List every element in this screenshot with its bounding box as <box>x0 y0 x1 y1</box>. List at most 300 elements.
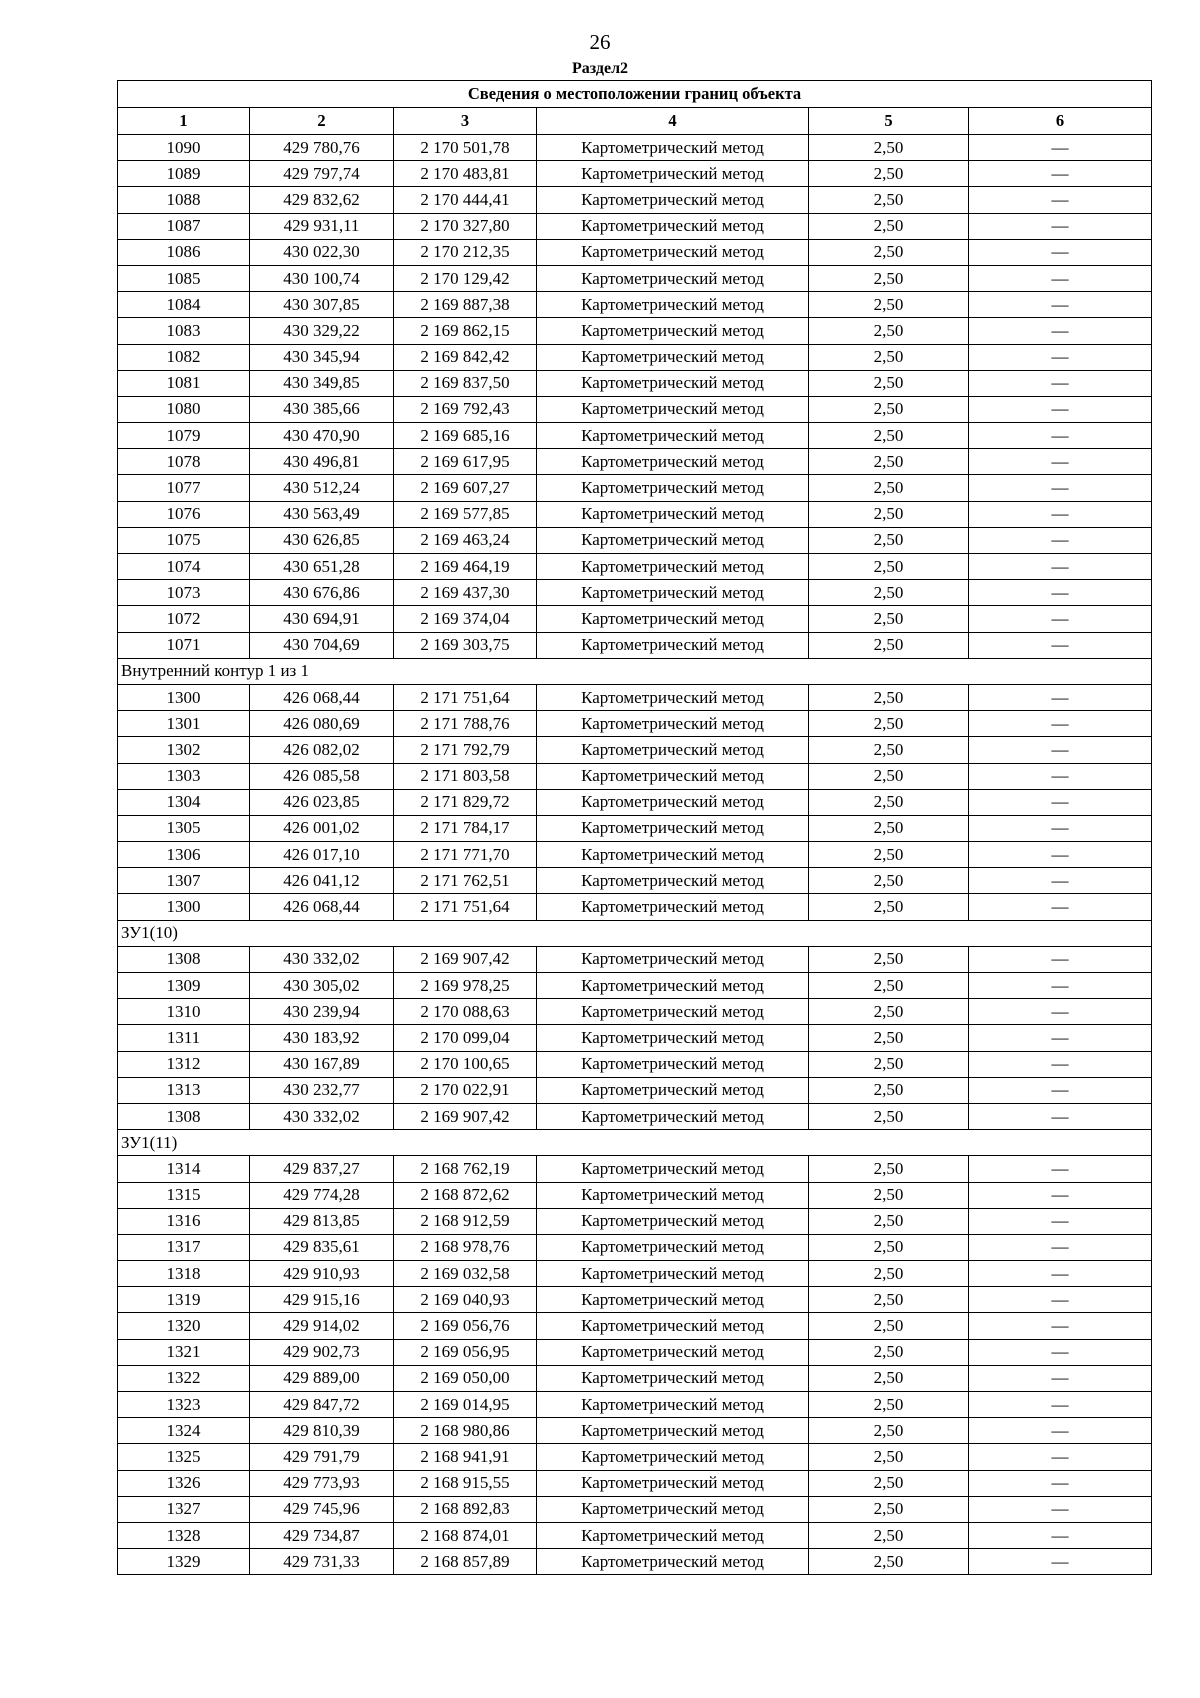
x-coordinate-cell: 430 100,74 <box>250 265 394 291</box>
description-cell: — <box>969 1470 1152 1496</box>
description-cell: — <box>969 1208 1152 1234</box>
point-number-cell: 1301 <box>118 711 250 737</box>
contour-group-row <box>118 658 1152 684</box>
accuracy-cell: 2,50 <box>809 1077 969 1103</box>
y-coordinate-cell: 2 170 129,42 <box>394 265 537 291</box>
accuracy-cell: 2,50 <box>809 292 969 318</box>
accuracy-cell: 2,50 <box>809 1287 969 1313</box>
table-row <box>118 1365 1152 1391</box>
accuracy-cell: 2,50 <box>809 1522 969 1548</box>
y-coordinate-cell: 2 168 874,01 <box>394 1522 537 1548</box>
table-row <box>118 449 1152 475</box>
x-coordinate-cell: 429 915,16 <box>250 1287 394 1313</box>
x-coordinate-cell: 430 385,66 <box>250 396 394 422</box>
method-cell: Картометрический метод <box>537 1365 809 1391</box>
method-cell: Картометрический метод <box>537 1470 809 1496</box>
description-cell: — <box>969 239 1152 265</box>
table-row <box>118 1496 1152 1522</box>
x-coordinate-cell: 429 780,76 <box>250 135 394 161</box>
method-cell: Картометрический метод <box>537 946 809 972</box>
point-number-cell: 1304 <box>118 789 250 815</box>
point-number-cell: 1317 <box>118 1234 250 1260</box>
table-row <box>118 711 1152 737</box>
accuracy-cell: 2,50 <box>809 213 969 239</box>
method-cell: Картометрический метод <box>537 554 809 580</box>
description-cell: — <box>969 501 1152 527</box>
column-number: 5 <box>809 108 969 135</box>
accuracy-cell: 2,50 <box>809 1418 969 1444</box>
description-cell: — <box>969 1549 1152 1575</box>
description-cell: — <box>969 318 1152 344</box>
description-cell: — <box>969 1261 1152 1287</box>
point-number-cell: 1073 <box>118 580 250 606</box>
point-number-cell: 1322 <box>118 1365 250 1391</box>
y-coordinate-cell: 2 169 040,93 <box>394 1287 537 1313</box>
y-coordinate-cell: 2 170 444,41 <box>394 187 537 213</box>
point-number-cell: 1079 <box>118 423 250 449</box>
method-cell: Картометрический метод <box>537 344 809 370</box>
y-coordinate-cell: 2 170 327,80 <box>394 213 537 239</box>
method-cell: Картометрический метод <box>537 1103 809 1129</box>
accuracy-cell: 2,50 <box>809 396 969 422</box>
description-cell: — <box>969 213 1152 239</box>
y-coordinate-cell: 2 169 887,38 <box>394 292 537 318</box>
x-coordinate-cell: 430 704,69 <box>250 632 394 658</box>
table-row <box>118 135 1152 161</box>
point-number-cell: 1308 <box>118 946 250 972</box>
table-caption: Сведения о местоположении границ объекта <box>118 81 1152 108</box>
y-coordinate-cell: 2 168 980,86 <box>394 1418 537 1444</box>
table-body <box>118 135 1152 1575</box>
method-cell: Картометрический метод <box>537 737 809 763</box>
contour-group-label: ЗУ1(11) <box>118 1130 1152 1156</box>
point-number-cell: 1327 <box>118 1496 250 1522</box>
table-caption-row <box>118 81 1152 108</box>
x-coordinate-cell: 429 813,85 <box>250 1208 394 1234</box>
accuracy-cell: 2,50 <box>809 527 969 553</box>
table-row <box>118 1470 1152 1496</box>
method-cell: Картометрический метод <box>537 999 809 1025</box>
x-coordinate-cell: 430 232,77 <box>250 1077 394 1103</box>
y-coordinate-cell: 2 171 792,79 <box>394 737 537 763</box>
description-cell: — <box>969 1496 1152 1522</box>
y-coordinate-cell: 2 171 788,76 <box>394 711 537 737</box>
point-number-cell: 1076 <box>118 501 250 527</box>
table-row <box>118 1234 1152 1260</box>
point-number-cell: 1325 <box>118 1444 250 1470</box>
accuracy-cell: 2,50 <box>809 554 969 580</box>
accuracy-cell: 2,50 <box>809 1208 969 1234</box>
x-coordinate-cell: 430 022,30 <box>250 239 394 265</box>
description-cell: — <box>969 344 1152 370</box>
description-cell: — <box>969 423 1152 449</box>
x-coordinate-cell: 430 167,89 <box>250 1051 394 1077</box>
point-number-cell: 1329 <box>118 1549 250 1575</box>
point-number-cell: 1315 <box>118 1182 250 1208</box>
method-cell: Картометрический метод <box>537 1549 809 1575</box>
point-number-cell: 1080 <box>118 396 250 422</box>
x-coordinate-cell: 426 068,44 <box>250 684 394 710</box>
table-row <box>118 763 1152 789</box>
method-cell: Картометрический метод <box>537 711 809 737</box>
accuracy-cell: 2,50 <box>809 1444 969 1470</box>
description-cell: — <box>969 475 1152 501</box>
point-number-cell: 1316 <box>118 1208 250 1234</box>
x-coordinate-cell: 426 068,44 <box>250 894 394 920</box>
y-coordinate-cell: 2 169 464,19 <box>394 554 537 580</box>
y-coordinate-cell: 2 168 941,91 <box>394 1444 537 1470</box>
method-cell: Картометрический метод <box>537 1051 809 1077</box>
method-cell: Картометрический метод <box>537 527 809 553</box>
y-coordinate-cell: 2 169 607,27 <box>394 475 537 501</box>
description-cell: — <box>969 1156 1152 1182</box>
method-cell: Картометрический метод <box>537 161 809 187</box>
method-cell: Картометрический метод <box>537 1313 809 1339</box>
table-row <box>118 1313 1152 1339</box>
description-cell: — <box>969 1234 1152 1260</box>
accuracy-cell: 2,50 <box>809 737 969 763</box>
y-coordinate-cell: 2 168 892,83 <box>394 1496 537 1522</box>
description-cell: — <box>969 632 1152 658</box>
x-coordinate-cell: 429 835,61 <box>250 1234 394 1260</box>
x-coordinate-cell: 426 023,85 <box>250 789 394 815</box>
x-coordinate-cell: 426 041,12 <box>250 868 394 894</box>
accuracy-cell: 2,50 <box>809 684 969 710</box>
y-coordinate-cell: 2 170 099,04 <box>394 1025 537 1051</box>
point-number-cell: 1300 <box>118 894 250 920</box>
point-number-cell: 1312 <box>118 1051 250 1077</box>
point-number-cell: 1305 <box>118 815 250 841</box>
point-number-cell: 1310 <box>118 999 250 1025</box>
y-coordinate-cell: 2 169 837,50 <box>394 370 537 396</box>
point-number-cell: 1302 <box>118 737 250 763</box>
x-coordinate-cell: 430 305,02 <box>250 973 394 999</box>
accuracy-cell: 2,50 <box>809 135 969 161</box>
description-cell: — <box>969 554 1152 580</box>
y-coordinate-cell: 2 169 374,04 <box>394 606 537 632</box>
description-cell: — <box>969 868 1152 894</box>
y-coordinate-cell: 2 171 829,72 <box>394 789 537 815</box>
method-cell: Картометрический метод <box>537 1418 809 1444</box>
point-number-cell: 1071 <box>118 632 250 658</box>
description-cell: — <box>969 265 1152 291</box>
y-coordinate-cell: 2 169 056,95 <box>394 1339 537 1365</box>
point-number-cell: 1074 <box>118 554 250 580</box>
accuracy-cell: 2,50 <box>809 815 969 841</box>
method-cell: Картометрический метод <box>537 606 809 632</box>
table-row <box>118 1208 1152 1234</box>
page-number: 26 <box>589 30 611 54</box>
accuracy-cell: 2,50 <box>809 475 969 501</box>
description-cell: — <box>969 815 1152 841</box>
y-coordinate-cell: 2 169 792,43 <box>394 396 537 422</box>
table-row <box>118 1339 1152 1365</box>
x-coordinate-cell: 429 791,79 <box>250 1444 394 1470</box>
method-cell: Картометрический метод <box>537 1392 809 1418</box>
point-number-cell: 1328 <box>118 1522 250 1548</box>
table-row <box>118 580 1152 606</box>
method-cell: Картометрический метод <box>537 868 809 894</box>
point-number-cell: 1303 <box>118 763 250 789</box>
description-cell: — <box>969 292 1152 318</box>
column-number: 3 <box>394 108 537 135</box>
x-coordinate-cell: 430 694,91 <box>250 606 394 632</box>
y-coordinate-cell: 2 168 762,19 <box>394 1156 537 1182</box>
accuracy-cell: 2,50 <box>809 370 969 396</box>
description-cell: — <box>969 973 1152 999</box>
method-cell: Картометрический метод <box>537 1234 809 1260</box>
point-number-cell: 1090 <box>118 135 250 161</box>
description-cell: — <box>969 606 1152 632</box>
method-cell: Картометрический метод <box>537 1496 809 1522</box>
x-coordinate-cell: 426 082,02 <box>250 737 394 763</box>
point-number-cell: 1323 <box>118 1392 250 1418</box>
x-coordinate-cell: 429 731,33 <box>250 1549 394 1575</box>
description-cell: — <box>969 1339 1152 1365</box>
accuracy-cell: 2,50 <box>809 1261 969 1287</box>
method-cell: Картометрический метод <box>537 894 809 920</box>
contour-group-row <box>118 1130 1152 1156</box>
x-coordinate-cell: 430 563,49 <box>250 501 394 527</box>
method-cell: Картометрический метод <box>537 842 809 868</box>
y-coordinate-cell: 2 168 978,76 <box>394 1234 537 1260</box>
table-row <box>118 1444 1152 1470</box>
table-row <box>118 1025 1152 1051</box>
point-number-cell: 1313 <box>118 1077 250 1103</box>
point-number-cell: 1081 <box>118 370 250 396</box>
column-number: 1 <box>118 108 250 135</box>
x-coordinate-cell: 429 773,93 <box>250 1470 394 1496</box>
description-cell: — <box>969 684 1152 710</box>
description-cell: — <box>969 1522 1152 1548</box>
table-row <box>118 1156 1152 1182</box>
x-coordinate-cell: 430 349,85 <box>250 370 394 396</box>
x-coordinate-cell: 430 470,90 <box>250 423 394 449</box>
description-cell: — <box>969 370 1152 396</box>
point-number-cell: 1082 <box>118 344 250 370</box>
y-coordinate-cell: 2 169 978,25 <box>394 973 537 999</box>
x-coordinate-cell: 430 676,86 <box>250 580 394 606</box>
table-row <box>118 999 1152 1025</box>
y-coordinate-cell: 2 169 685,16 <box>394 423 537 449</box>
y-coordinate-cell: 2 169 303,75 <box>394 632 537 658</box>
table-row <box>118 370 1152 396</box>
table-row <box>118 632 1152 658</box>
description-cell: — <box>969 789 1152 815</box>
point-number-cell: 1083 <box>118 318 250 344</box>
table-row <box>118 1261 1152 1287</box>
point-number-cell: 1309 <box>118 973 250 999</box>
method-cell: Картометрический метод <box>537 684 809 710</box>
point-number-cell: 1308 <box>118 1103 250 1129</box>
description-cell: — <box>969 1313 1152 1339</box>
accuracy-cell: 2,50 <box>809 711 969 737</box>
table-row <box>118 554 1152 580</box>
method-cell: Картометрический метод <box>537 292 809 318</box>
description-cell: — <box>969 527 1152 553</box>
y-coordinate-cell: 2 168 915,55 <box>394 1470 537 1496</box>
point-number-cell: 1321 <box>118 1339 250 1365</box>
y-coordinate-cell: 2 169 032,58 <box>394 1261 537 1287</box>
method-cell: Картометрический метод <box>537 423 809 449</box>
description-cell: — <box>969 711 1152 737</box>
accuracy-cell: 2,50 <box>809 842 969 868</box>
method-cell: Картометрический метод <box>537 501 809 527</box>
point-number-cell: 1072 <box>118 606 250 632</box>
x-coordinate-cell: 430 307,85 <box>250 292 394 318</box>
table-row <box>118 1077 1152 1103</box>
table-row <box>118 1051 1152 1077</box>
method-cell: Картометрический метод <box>537 475 809 501</box>
description-cell: — <box>969 187 1152 213</box>
method-cell: Картометрический метод <box>537 187 809 213</box>
x-coordinate-cell: 430 651,28 <box>250 554 394 580</box>
point-number-cell: 1306 <box>118 842 250 868</box>
x-coordinate-cell: 429 745,96 <box>250 1496 394 1522</box>
accuracy-cell: 2,50 <box>809 868 969 894</box>
y-coordinate-cell: 2 170 212,35 <box>394 239 537 265</box>
y-coordinate-cell: 2 168 857,89 <box>394 1549 537 1575</box>
x-coordinate-cell: 426 017,10 <box>250 842 394 868</box>
x-coordinate-cell: 430 183,92 <box>250 1025 394 1051</box>
y-coordinate-cell: 2 169 577,85 <box>394 501 537 527</box>
accuracy-cell: 2,50 <box>809 501 969 527</box>
method-cell: Картометрический метод <box>537 1339 809 1365</box>
method-cell: Картометрический метод <box>537 239 809 265</box>
table-row <box>118 1418 1152 1444</box>
point-number-cell: 1319 <box>118 1287 250 1313</box>
table-row <box>118 1103 1152 1129</box>
accuracy-cell: 2,50 <box>809 161 969 187</box>
method-cell: Картометрический метод <box>537 973 809 999</box>
table-row <box>118 1287 1152 1313</box>
method-cell: Картометрический метод <box>537 1444 809 1470</box>
accuracy-cell: 2,50 <box>809 1365 969 1391</box>
x-coordinate-cell: 430 496,81 <box>250 449 394 475</box>
description-cell: — <box>969 396 1152 422</box>
accuracy-cell: 2,50 <box>809 1025 969 1051</box>
table-row <box>118 344 1152 370</box>
description-cell: — <box>969 1418 1152 1444</box>
point-number-cell: 1314 <box>118 1156 250 1182</box>
method-cell: Картометрический метод <box>537 449 809 475</box>
table-row <box>118 737 1152 763</box>
table-row <box>118 187 1152 213</box>
description-cell: — <box>969 1051 1152 1077</box>
accuracy-cell: 2,50 <box>809 1103 969 1129</box>
y-coordinate-cell: 2 171 784,17 <box>394 815 537 841</box>
description-cell: — <box>969 842 1152 868</box>
y-coordinate-cell: 2 169 862,15 <box>394 318 537 344</box>
method-cell: Картометрический метод <box>537 1208 809 1234</box>
y-coordinate-cell: 2 169 842,42 <box>394 344 537 370</box>
table-row <box>118 501 1152 527</box>
table-row <box>118 1522 1152 1548</box>
accuracy-cell: 2,50 <box>809 1234 969 1260</box>
x-coordinate-cell: 430 512,24 <box>250 475 394 501</box>
method-cell: Картометрический метод <box>537 396 809 422</box>
y-coordinate-cell: 2 170 100,65 <box>394 1051 537 1077</box>
point-number-cell: 1087 <box>118 213 250 239</box>
table-row <box>118 292 1152 318</box>
accuracy-cell: 2,50 <box>809 1470 969 1496</box>
accuracy-cell: 2,50 <box>809 318 969 344</box>
point-number-cell: 1078 <box>118 449 250 475</box>
method-cell: Картометрический метод <box>537 815 809 841</box>
accuracy-cell: 2,50 <box>809 1182 969 1208</box>
description-cell: — <box>969 135 1152 161</box>
x-coordinate-cell: 429 847,72 <box>250 1392 394 1418</box>
x-coordinate-cell: 429 810,39 <box>250 1418 394 1444</box>
x-coordinate-cell: 429 914,02 <box>250 1313 394 1339</box>
point-number-cell: 1300 <box>118 684 250 710</box>
accuracy-cell: 2,50 <box>809 580 969 606</box>
description-cell: — <box>969 894 1152 920</box>
accuracy-cell: 2,50 <box>809 1549 969 1575</box>
y-coordinate-cell: 2 171 751,64 <box>394 684 537 710</box>
description-cell: — <box>969 449 1152 475</box>
accuracy-cell: 2,50 <box>809 344 969 370</box>
point-number-cell: 1320 <box>118 1313 250 1339</box>
y-coordinate-cell: 2 169 050,00 <box>394 1365 537 1391</box>
method-cell: Картометрический метод <box>537 789 809 815</box>
accuracy-cell: 2,50 <box>809 973 969 999</box>
point-number-cell: 1326 <box>118 1470 250 1496</box>
accuracy-cell: 2,50 <box>809 632 969 658</box>
table-row <box>118 161 1152 187</box>
description-cell: — <box>969 999 1152 1025</box>
method-cell: Картометрический метод <box>537 370 809 396</box>
x-coordinate-cell: 430 626,85 <box>250 527 394 553</box>
table-row <box>118 527 1152 553</box>
method-cell: Картометрический метод <box>537 265 809 291</box>
point-number-cell: 1318 <box>118 1261 250 1287</box>
table-row <box>118 475 1152 501</box>
method-cell: Картометрический метод <box>537 580 809 606</box>
accuracy-cell: 2,50 <box>809 239 969 265</box>
y-coordinate-cell: 2 168 872,62 <box>394 1182 537 1208</box>
method-cell: Картометрический метод <box>537 1522 809 1548</box>
y-coordinate-cell: 2 169 014,95 <box>394 1392 537 1418</box>
accuracy-cell: 2,50 <box>809 1392 969 1418</box>
table-row <box>118 868 1152 894</box>
table-row <box>118 789 1152 815</box>
description-cell: — <box>969 1287 1152 1313</box>
description-cell: — <box>969 946 1152 972</box>
x-coordinate-cell: 429 889,00 <box>250 1365 394 1391</box>
table-row <box>118 815 1152 841</box>
x-coordinate-cell: 429 837,27 <box>250 1156 394 1182</box>
accuracy-cell: 2,50 <box>809 1313 969 1339</box>
contour-group-row <box>118 920 1152 946</box>
contour-group-label: Внутренний контур 1 из 1 <box>118 658 1152 684</box>
accuracy-cell: 2,50 <box>809 1051 969 1077</box>
point-number-cell: 1075 <box>118 527 250 553</box>
contour-group-label: ЗУ1(10) <box>118 920 1152 946</box>
table-row <box>118 606 1152 632</box>
y-coordinate-cell: 2 169 617,95 <box>394 449 537 475</box>
accuracy-cell: 2,50 <box>809 946 969 972</box>
x-coordinate-cell: 430 345,94 <box>250 344 394 370</box>
y-coordinate-cell: 2 169 907,42 <box>394 946 537 972</box>
description-cell: — <box>969 1025 1152 1051</box>
y-coordinate-cell: 2 169 907,42 <box>394 1103 537 1129</box>
description-cell: — <box>969 1103 1152 1129</box>
y-coordinate-cell: 2 170 088,63 <box>394 999 537 1025</box>
accuracy-cell: 2,50 <box>809 894 969 920</box>
y-coordinate-cell: 2 169 463,24 <box>394 527 537 553</box>
x-coordinate-cell: 426 080,69 <box>250 711 394 737</box>
